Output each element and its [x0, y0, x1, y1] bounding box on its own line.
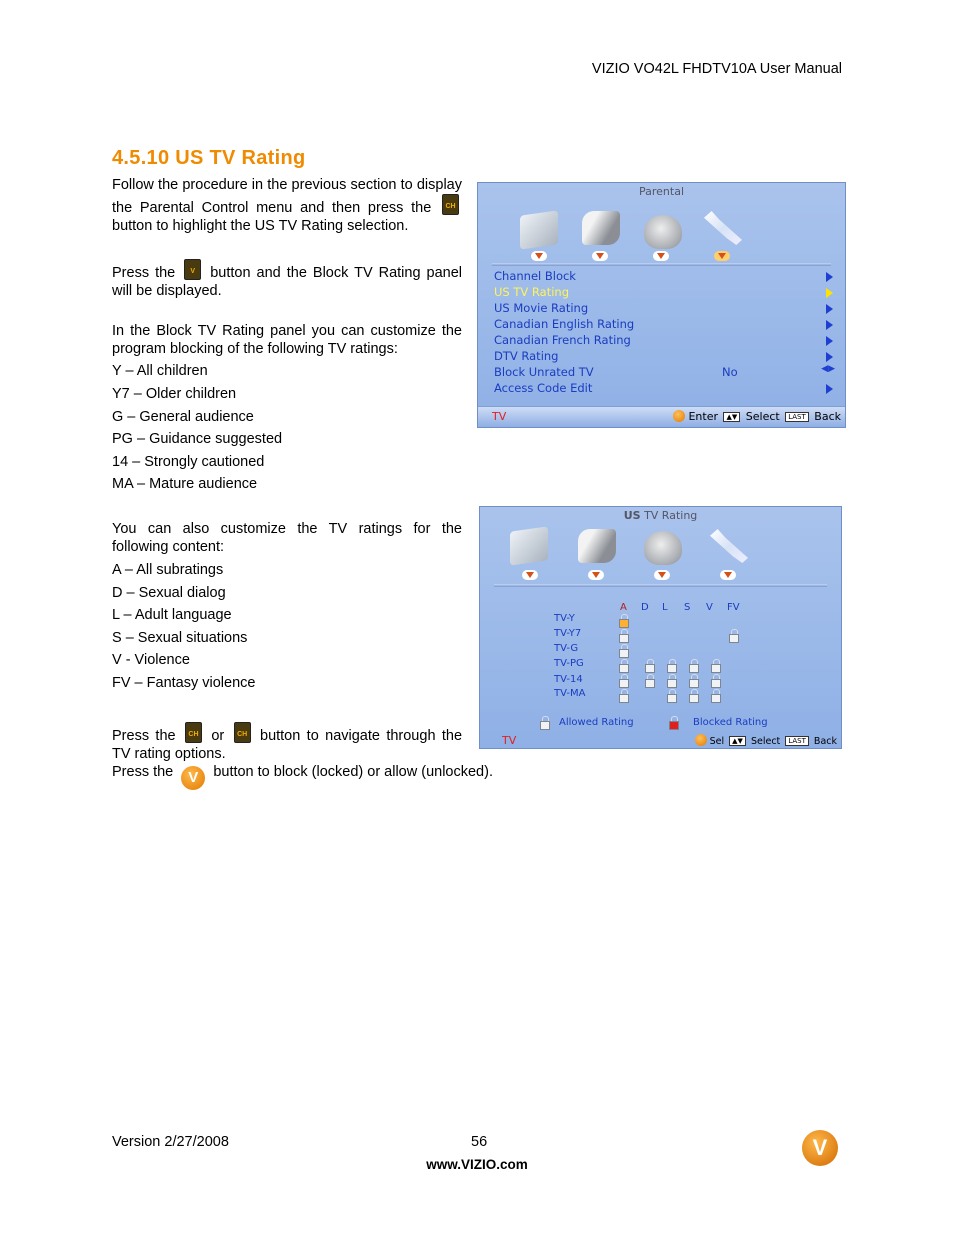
panel-title-rest: TV Rating — [644, 509, 698, 522]
menu-item-dtv-rating[interactable]: DTV Rating — [494, 349, 559, 363]
block-paragraph — [112, 763, 493, 790]
tv-icon — [520, 210, 558, 249]
content-item: S – Sexual situations — [112, 630, 248, 646]
parental-menu-screenshot — [477, 182, 846, 428]
panel-footer — [478, 406, 845, 427]
panel-title — [480, 509, 841, 522]
rating-item: MA – Mature audience — [112, 476, 258, 492]
footer-hints — [673, 410, 841, 423]
arrow-right-icon — [826, 384, 833, 394]
vizio-logo: V — [802, 1130, 838, 1166]
arrow-right-icon — [826, 288, 833, 298]
rating-item: Y – All children — [112, 363, 208, 379]
select-hint: Select — [750, 736, 781, 747]
content-intro: You can also customize the TV ratings for the following content: — [112, 521, 462, 555]
microphone-icon — [578, 529, 616, 563]
press-paragraph — [112, 259, 462, 300]
page-header: VIZIO VO42L FHDTV10A User Manual — [591, 61, 842, 77]
intro-paragraph — [112, 176, 462, 235]
chevron-down-icon — [531, 251, 547, 261]
rating-row-label[interactable]: TV-PG — [554, 658, 584, 669]
back-hint: Back — [814, 410, 841, 423]
unlock-icon[interactable] — [689, 692, 697, 701]
menu-icon-row — [478, 211, 845, 271]
wrench-icon — [710, 529, 748, 563]
unlock-icon[interactable] — [711, 662, 719, 671]
footer-version: Version 2/27/2008 — [112, 1134, 229, 1150]
panel-footer — [480, 734, 841, 748]
chevron-down-icon — [654, 570, 670, 580]
ok-icon — [695, 734, 707, 746]
updown-icon: ▲▼ — [729, 736, 746, 746]
source-label: TV — [502, 734, 517, 747]
rating-row-label[interactable]: TV-MA — [554, 688, 586, 699]
unlock-icon[interactable] — [667, 692, 675, 701]
unlock-icon[interactable] — [689, 677, 697, 686]
satellite-icon — [644, 531, 682, 565]
panel-title-bold: US — [623, 509, 641, 522]
nav-text-b: button to navigate through the TV rating options. — [112, 728, 463, 762]
tv-icon — [510, 526, 548, 565]
content-item: L – Adult language — [112, 607, 232, 623]
footer-website: www.VIZIO.com — [426, 1157, 528, 1172]
legend-blocked: Blocked Rating — [693, 717, 768, 728]
rating-row-label[interactable]: TV-14 — [554, 674, 583, 685]
ok-icon — [673, 410, 685, 422]
unlock-icon[interactable] — [619, 617, 627, 626]
unlock-icon[interactable] — [645, 677, 653, 686]
page-number: 56 — [471, 1134, 488, 1150]
unlock-icon[interactable] — [619, 692, 627, 701]
menu-item-block-unrated[interactable]: Block Unrated TV — [494, 365, 594, 379]
rating-row-label[interactable]: TV-Y — [554, 613, 575, 624]
menu-item-us-tv-rating[interactable]: US TV Rating — [494, 285, 569, 299]
divider — [492, 263, 831, 266]
unlock-icon[interactable] — [667, 677, 675, 686]
arrow-right-icon — [826, 320, 833, 330]
press-text-a: Press the — [112, 265, 176, 281]
chevron-down-icon — [588, 570, 604, 580]
rating-item: 14 – Strongly cautioned — [112, 454, 265, 470]
satellite-icon — [644, 215, 682, 249]
unlock-icon[interactable] — [711, 677, 719, 686]
column-header-s: S — [684, 602, 691, 613]
arrow-right-icon — [826, 336, 833, 346]
menu-item-access-code[interactable]: Access Code Edit — [494, 381, 593, 395]
rating-row-label[interactable]: TV-G — [554, 643, 579, 654]
column-header-v: V — [706, 602, 713, 613]
unlock-icon[interactable] — [711, 692, 719, 701]
chevron-down-icon — [522, 570, 538, 580]
lock-icon — [669, 719, 677, 728]
legend-allowed: Allowed Rating — [559, 717, 634, 728]
menu-item-channel-block[interactable]: Channel Block — [494, 269, 576, 283]
enter-hint: Enter — [688, 410, 718, 423]
back-hint: Back — [813, 736, 837, 747]
block-text-a: Press the — [112, 764, 174, 780]
rating-row-label[interactable]: TV-Y7 — [554, 628, 582, 639]
content-item: FV – Fantasy violence — [112, 675, 256, 691]
intro-text-a: Follow the procedure in the previous section to display the Parental Control menu and then press the — [112, 177, 462, 216]
source-label: TV — [492, 410, 507, 423]
content-item: V - Violence — [112, 652, 190, 668]
intro-text-b: button to highlight the US TV Rating selection. — [112, 218, 409, 234]
nav-text-or: or — [211, 728, 225, 744]
vol-button-icon: V — [184, 259, 201, 280]
menu-item-us-movie-rating[interactable]: US Movie Rating — [494, 301, 589, 315]
unlock-icon[interactable] — [619, 647, 627, 656]
unlock-icon[interactable] — [645, 662, 653, 671]
tv-rating-screenshot — [479, 506, 842, 749]
unlock-icon[interactable] — [619, 632, 627, 641]
nav-text-a: Press the — [112, 728, 176, 744]
arrow-right-icon — [826, 352, 833, 362]
sel-hint: Sel — [709, 736, 725, 747]
content-item: A – All subratings — [112, 562, 224, 578]
unlock-icon[interactable] — [619, 677, 627, 686]
last-key-icon: LAST — [785, 736, 809, 746]
press-text-b: button and the Block TV Rating panel will be displayed. — [112, 265, 463, 299]
wrench-icon — [704, 211, 742, 245]
navigate-paragraph — [112, 722, 462, 763]
unlock-icon — [540, 719, 548, 728]
ch-down-button-icon: CH — [234, 722, 251, 743]
ratings-intro: In the Block TV Rating panel you can customize the program blocking of the following TV ratings: — [112, 323, 462, 357]
rating-item: G – General audience — [112, 409, 254, 425]
block-unrated-value: No — [722, 365, 738, 379]
panel-title: Parental — [638, 185, 684, 198]
vizio-v-button-icon: V — [181, 766, 205, 790]
arrow-right-icon — [826, 304, 833, 314]
section-title: 4.5.10 US TV Rating — [112, 147, 306, 169]
column-header-l: L — [662, 602, 668, 613]
chevron-down-icon — [714, 251, 730, 261]
last-key-icon: LAST — [785, 412, 809, 422]
column-header-fv: FV — [727, 602, 740, 613]
chevron-down-icon — [592, 251, 608, 261]
ch-up-button-icon: CH — [185, 722, 202, 743]
unlock-icon[interactable] — [729, 632, 737, 641]
chevron-down-icon — [653, 251, 669, 261]
unlock-icon[interactable] — [667, 662, 675, 671]
arrow-right-icon — [826, 272, 833, 282]
divider — [494, 584, 827, 587]
updown-icon: ▲▼ — [723, 412, 740, 422]
chevron-down-icon — [720, 570, 736, 580]
rating-item: PG – Guidance suggested — [112, 431, 283, 447]
block-text-b: button to block (locked) or allow (unlocked). — [213, 764, 493, 780]
content-item: D – Sexual dialog — [112, 585, 226, 601]
left-right-arrow-icon: ◀▶ — [821, 364, 835, 374]
select-hint: Select — [745, 410, 780, 423]
column-header-a: A — [620, 602, 627, 613]
menu-item-canadian-english[interactable]: Canadian English Rating — [494, 317, 635, 331]
rating-item: Y7 – Older children — [112, 386, 237, 402]
column-header-d: D — [641, 602, 649, 613]
menu-item-canadian-french[interactable]: Canadian French Rating — [494, 333, 631, 347]
unlock-icon[interactable] — [619, 662, 627, 671]
microphone-icon — [582, 211, 620, 245]
ch-button-icon: CH — [442, 194, 459, 215]
unlock-icon[interactable] — [689, 662, 697, 671]
footer-hints — [695, 734, 837, 747]
